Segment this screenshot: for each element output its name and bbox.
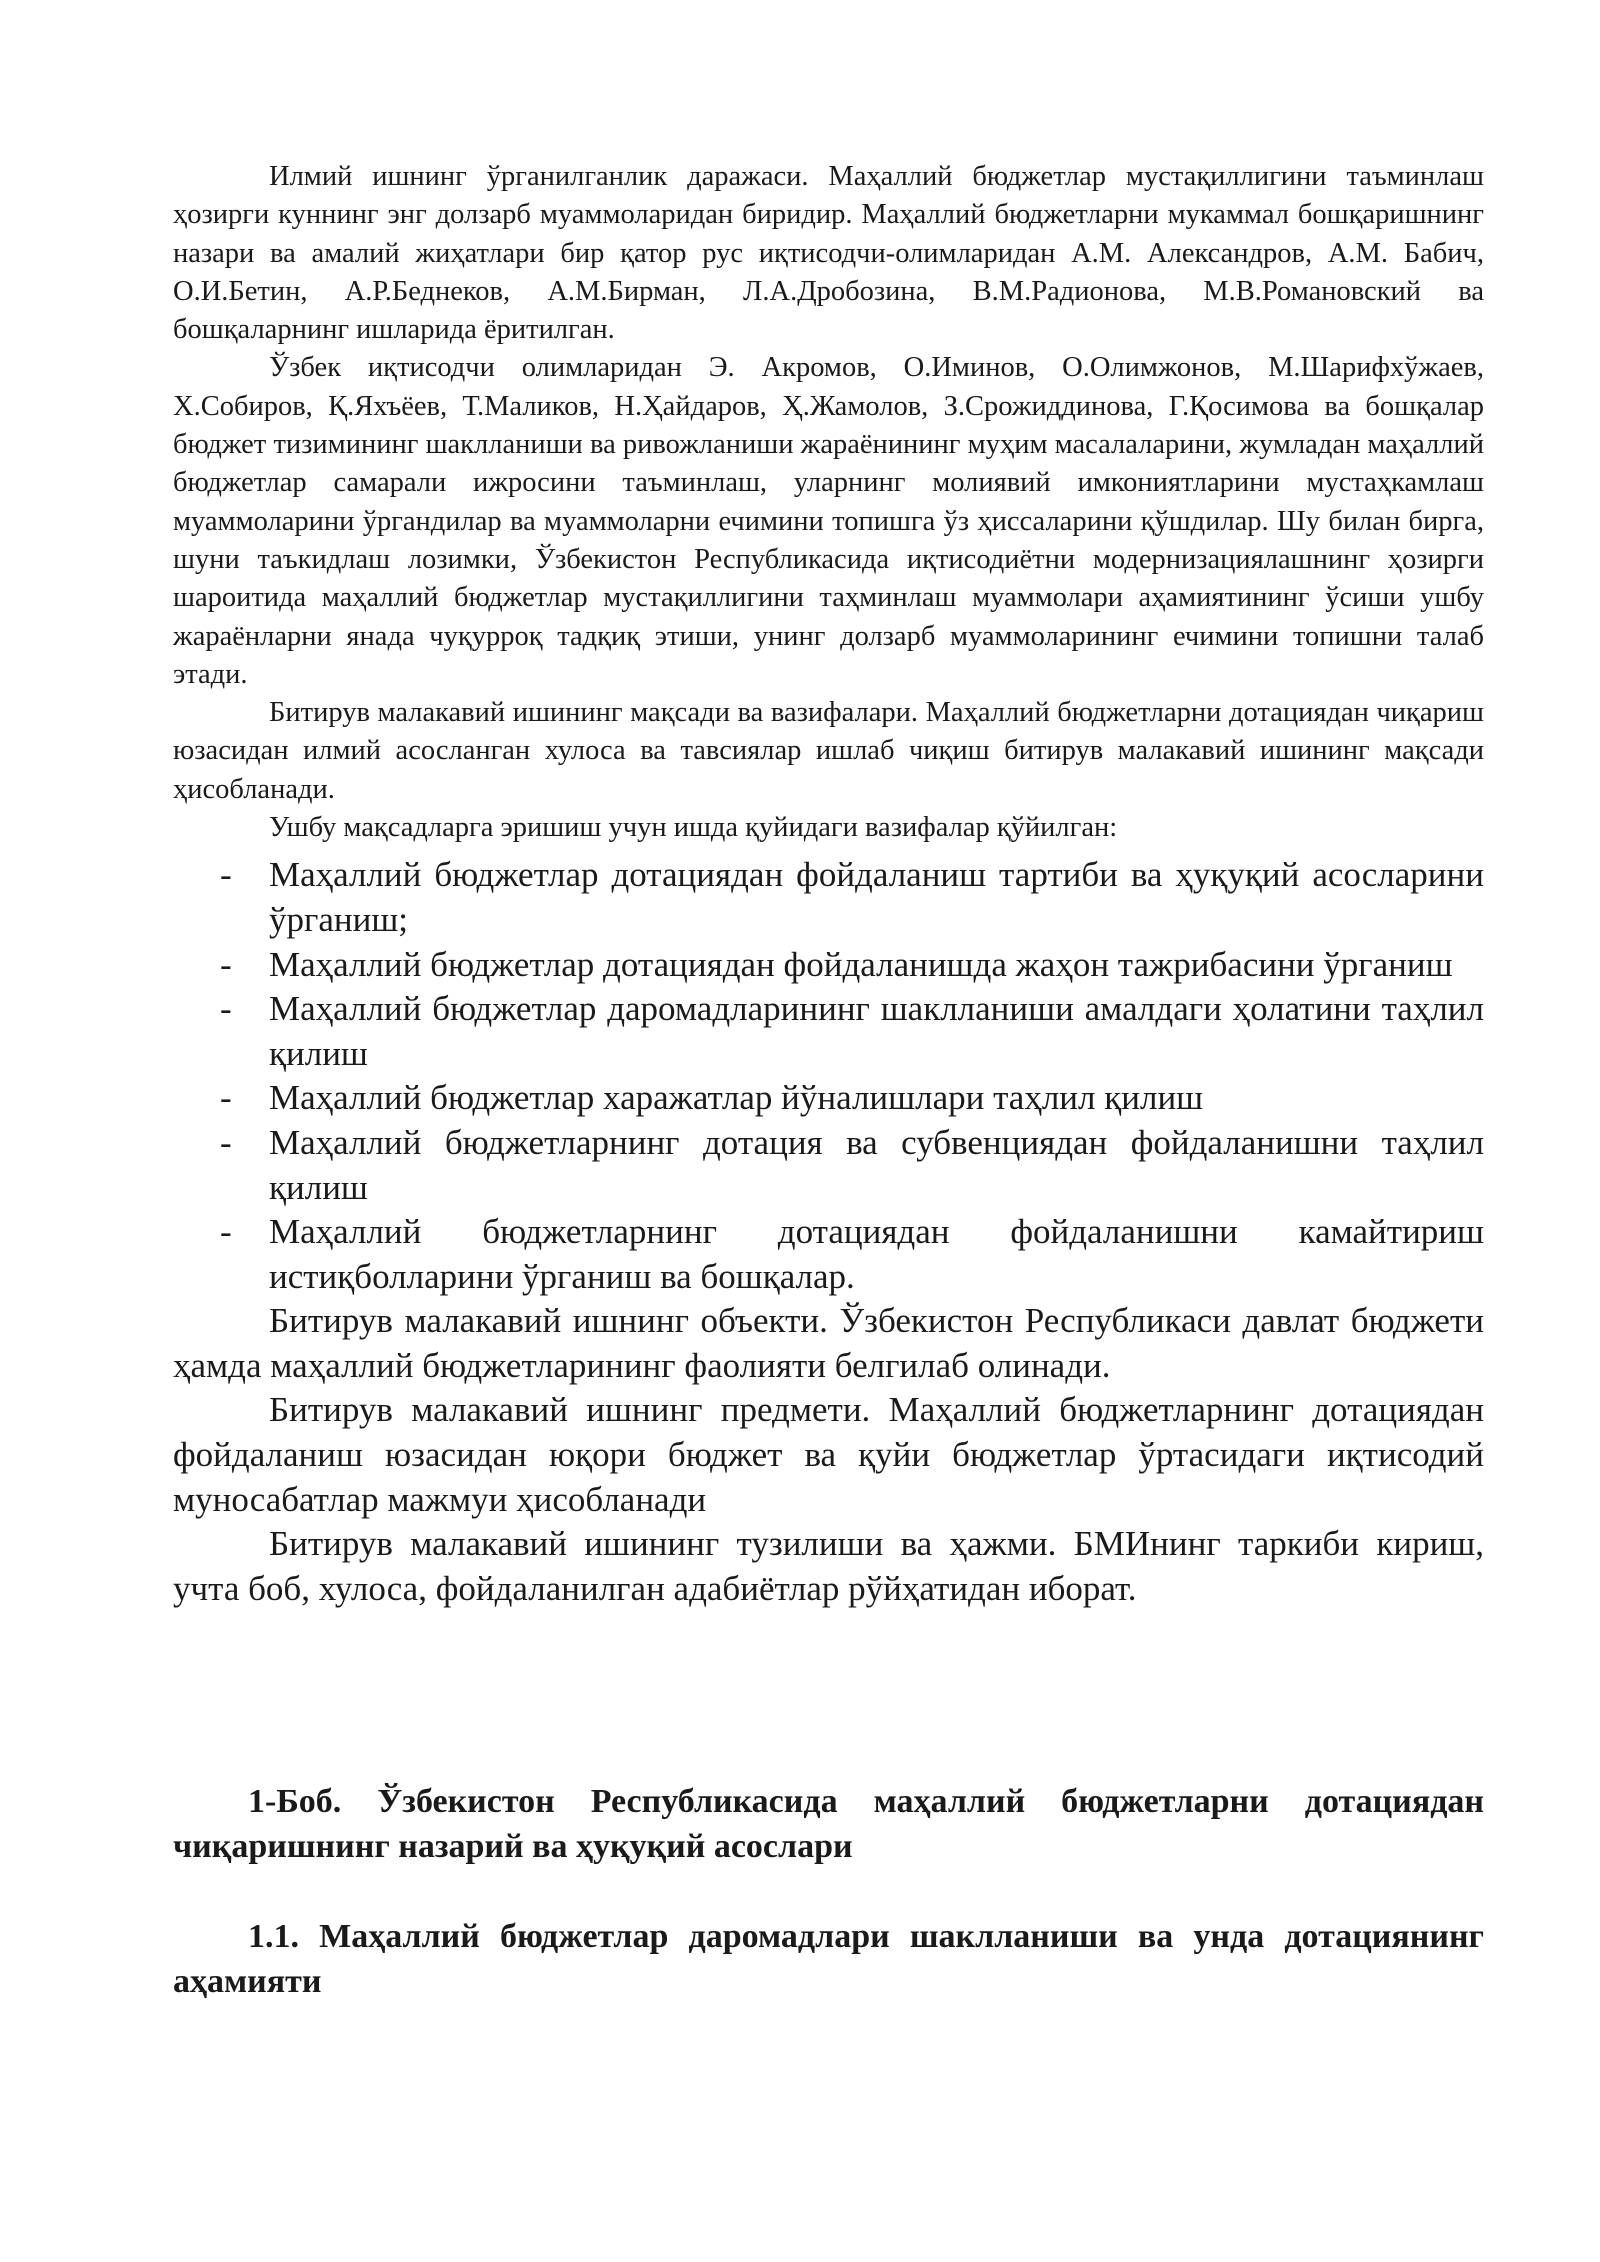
- list-item-text: Маҳаллий бюджетларнинг дотациядан фойдаланишни камайтириш истиқболларини ўрганиш ва бошқалар.: [269, 1212, 1484, 1296]
- paragraph-research-degree: Илмий ишнинг ўрганилганлик даражаси. Маҳаллий бюджетлар мустақиллигини таъминлаш ҳозирги куннинг энг долзарб муаммоларидан биридир. Маҳаллий бюджетларни мукаммал бошқаришнинг назари ва амалий жиҳатлари бир қатор рус иқтисодчи-олимларидан А.М. Александров, А.М. Бабич, О.И.Бетин, А.Р.Беднеков, А.М.Бирман, Л.А.Дробозина, В.М.Радионова, М.В.Романовский ва бошқаларнинг ишларида ёритилган.: [173, 161, 1484, 346]
- list-dash-marker: -: [220, 989, 232, 1029]
- paragraph-structure: Битирув малакавий ишининг тузилиши ва ҳажми. БМИнинг таркиби кириш, учта боб, хулоса, фойдаланилган адабиётлар рўйҳатидан иборат.: [173, 1524, 1484, 1608]
- list-dash-marker: -: [220, 855, 232, 895]
- paragraph-tasks-intro: Ушбу мақсадларга эришиш учун ишда қуйидаги вазифалар қўйилган:: [269, 812, 1118, 844]
- list-dash-marker: -: [220, 944, 232, 984]
- list-item: [173, 1210, 1484, 1299]
- list-item-text: Маҳаллий бюджетлар даромадларининг шаклланиши амалдаги ҳолатини таҳлил қилиш: [269, 989, 1484, 1073]
- document-page: [173, 158, 1484, 2004]
- list-item-text: Маҳаллий бюджетлар дотациядан фойдаланишда жаҳон тажрибасини ўрганиш: [269, 944, 1453, 984]
- list-item: [173, 1076, 1484, 1121]
- paragraph-object: Битирув малакавий ишнинг объекти. Ўзбекистон Республикаси давлат бюджети ҳамда маҳаллий бюджетларининг фаолияти белгилаб олинади.: [173, 1301, 1484, 1385]
- paragraph-subject: Битирув малакавий ишнинг предмети. Маҳаллий бюджетларнинг дотациядан фойдаланиш юзасидан юқори бюджет ва қуйи бюджетлар ўртасидаги иқтисодий муносабатлар мажмуи ҳисобланади: [173, 1390, 1484, 1519]
- list-item: [173, 853, 1484, 942]
- paragraph-uzbek-scholars: Ўзбек иқтисодчи олимларидан Э. Акромов, О.Иминов, О.Олимжонов, М.Шарифхўжаев, Х.Собиров, Қ.Яхъёев, Т.Маликов, Н.Ҳайдаров, Ҳ.Жамолов, З.Срожиддинова, Г.Қосимова ва бошқалар бюджет тизимининг шаклланиши ва ривожланиши жараёнининг муҳим масалаларини, жумладан маҳаллий бюджетлар самарали ижросини таъминлаш, уларнинг молиявий имкониятларини мустаҳкамлаш муаммоларини ўргандилар ва муаммоларни ечимини топишга ўз ҳиссаларини қўшдилар. Шу билан бирга, шуни таъкидлаш лозимки, Ўзбекистон Республикасида иқтисодиётни модернизациялашнинг ҳозирги шароитида маҳаллий бюджетлар мустақиллигини таҳминлаш муаммолари аҳамиятининг ўсиши ушбу жараёнларни янада чуқурроқ тадқиқ этиши, унинг долзарб муаммоларининг ечимини топишни талаб этади.: [173, 352, 1484, 690]
- list-dash-marker: -: [220, 1078, 232, 1118]
- list-item-text: Маҳаллий бюджетларнинг дотация ва субвенциядан фойдаланишни таҳлил қилиш: [269, 1122, 1484, 1207]
- list-dash-marker: -: [220, 1122, 232, 1162]
- list-item-text: Маҳаллий бюджетлар дотациядан фойдаланиш тартиби ва ҳуқуқий асосларини ўрганиш;: [269, 855, 1484, 939]
- list-item: [173, 987, 1484, 1076]
- chapter-heading: 1-Боб. Ўзбекистон Республикасида маҳаллий бюджетларни дотациядан чиқаришнинг назарий ва ҳуқуқий асослари: [173, 1783, 1484, 1866]
- tasks-list: [173, 853, 1484, 1299]
- page-spacer: [173, 1611, 1484, 1779]
- section-heading: 1.1. Маҳаллий бюджетлар даромадлари шаклланиши ва унда дотациянинг аҳамияти: [173, 1918, 1484, 2001]
- list-item: [173, 943, 1484, 988]
- list-item-text: Маҳаллий бюджетлар харажатлар йўналишлари таҳлил қилиш: [269, 1078, 1204, 1118]
- list-item: [173, 1121, 1484, 1210]
- paragraph-goal-tasks: Битирув малакавий ишининг мақсади ва вазифалари. Маҳаллий бюджетларни дотациядан чиқариш юзасидан илмий асосланган хулоса ва тавсиялар ишлаб чиқиш битирув малакавий ишининг мақсади ҳисобланади.: [173, 697, 1484, 805]
- list-dash-marker: -: [220, 1212, 232, 1252]
- heading-spacer: [173, 1869, 1484, 1914]
